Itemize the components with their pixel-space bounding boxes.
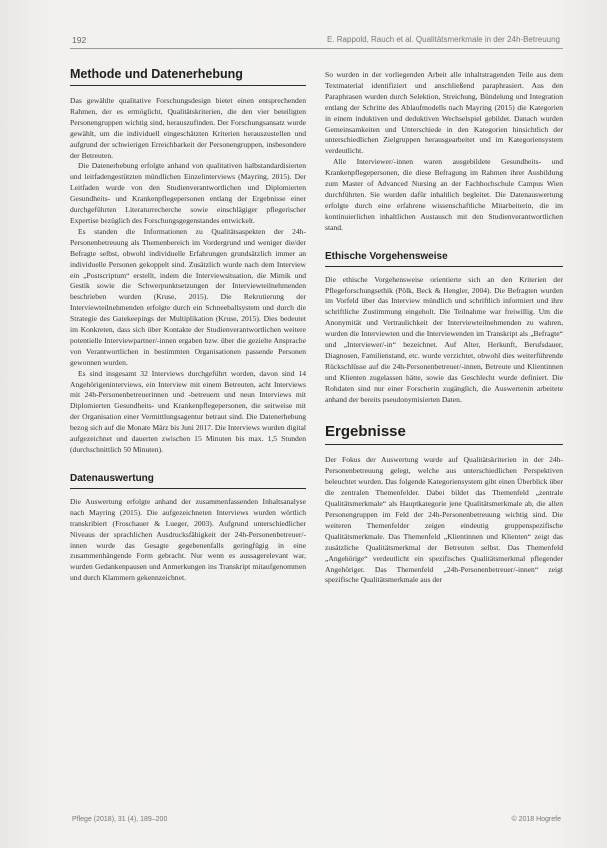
left-column [70, 66, 306, 584]
paragraph: Es sind insgesamt 32 Interviews durchgeführt worden, davon sind 14 Angehörigeninterviews, ein Interview mit einem Betreuten, acht Interviews mit 24h-Personenbetreuerinnen und -betreuern und neun Interviews mit Diplomierten Gesundheits- und Krankenpflegepersonen, die seitweise mit der Organisation einer Vermittlungsagentur betraut sind. Die Datenerhebung bezog sich auf die Monate März bis Juni 2017. Die Interviews wurden digital aufgezeichnet und dauerten zwischen 15 Minuten bis max. 1,5 Stunden (durchschnittlich 50 Minuten). [70, 368, 306, 454]
paragraph: So wurden in der vorliegenden Arbeit alle inhaltstragenden Teile aus dem Textmaterial identifiziert und anschließend paraphrasiert. Aus den Paraphrasen wurden durch Selektion, Streichung, Bündelung und Integration entlang der Schritte des Ablaufmodells nach Mayring (2015) die Kategorien in einem induktiven und deduktiven Wechselspiel gebildet. Danach wurden Gemeinsamkeiten und Unterschiede in den Kategorien hinsichtlich der unterschiedlichen Zielgruppen herausgearbeitet und im Kategoriensystem verdeutlicht. [325, 70, 563, 156]
paragraph: Die Datenerhebung erfolgte anhand von qualitativen halbstandardisierten und leitfadengestützten mündlichen Einzelinterviews (Mayring, 2015). Der Leitfaden wurde von den Studienverantwortlichen und Diplomierten Gesundheits- und Krankenpflegepersonen entlang der Ergebnisse einer durchgeführten Literaturrecherche sowie einschlägiger pflegerischer Expertise bezüglich des Forschungsgegenstandes entwickelt. [70, 161, 306, 225]
section-heading-methode: Methode und Datenerhebung [70, 67, 243, 81]
paragraph: Alle Interviewer/-innen waren ausgebildete Gesundheits- und Krankenpflegepersonen, die diese Befragung im Rahmen ihrer Ausbildung zum Master of Advanced Nursing an der Fachhochschule Campus Wien durchführten. Sie wurden dafür inhaltlich begleitet. Die Datenauswertung erfolgte durch eine erfahrene wissenschaftliche Mitarbeiterin, die im kontinuierlichen inhaltlichen Austausch mit den Studienverantwortlichen stand. [325, 157, 563, 232]
section-heading-datenauswertung: Datenauswertung [70, 472, 154, 484]
section-heading-ergebnisse: Ergebnisse [325, 423, 406, 441]
section-rule [325, 266, 563, 267]
paragraph: Die Auswertung erfolgte anhand der zusammenfassenden Inhaltsanalyse nach Mayring (2015). Die aufgezeichneten Interviews wurden wörtlich transkribiert (Froschauer & Lueger, 2003). Aufgrund unterschiedlicher Niveaus der sprachlichen Ausdrucksfähigkeit der 24h-Personenbetreuer/-innen wurde das Gesagte gegebenenfalls geringfügig in eine zusammenhängende Form gebracht. Nur wenn es aussagerelevant war, wurden Gedankenpausen und Anmerkungen ins Transkript mitaufgenommen und durch Klammern gekennzeichnet. [70, 496, 306, 583]
right-column [325, 70, 563, 586]
section-rule [325, 444, 563, 445]
header-rule [70, 48, 563, 49]
section-rule [70, 85, 306, 86]
paragraph: Die ethische Vorgehensweise orientierte sich an den Kriterien der Pflegeforschungsethik (Pölk, Beck & Hengler, 2004). Die Befragten wurden im Vorfeld über das Interview mündlich und schriftlich informiert und ihre schriftliche Zustimmung eingeholt. Die Teilnahme war freiwillig. Um die Anonymität und Vertraulichkeit der Interviewteilnehmenden zu wahren, wurden die Interviewten und die Interviewenden im Transkript als „Befragte“ und „Interviewer/-in“ bezeichnet. Auf Alter, Herkunft, Berufsdauer, Diagnosen, Familienstand, etc. wurde verzichtet, obwohl dies weiterführende Rückschlüsse auf die 24h-Personenbetreuer/-innen, Betreute und Klientinnen und Klienten zugelassen hätte, sowie das Geschlecht wurde definiert. Die Rohdaten sind nur einer Forscherin zugänglich, die Auswertenin arbeitete anhand der bereits pseudonymisierten Daten. [325, 274, 563, 404]
paragraph: Der Fokus der Auswertung wurde auf Qualitätskriterien in der 24h-Personenbetreuung gelegt, welche aus unterschiedlichen Perspektiven beleuchtet wurden. Das folgende Kategoriensystem gibt einen Überblick über die zentralen Themenfelder. Dabei bildet das Themenfeld „zentrale Qualitätsmerkmale“ als Hauptkategorie jene Qualitätsmerkmale ab, die allen Personengruppen im Feld der 24h-Personenbetreuung wichtig sind. Die weiteren Themenfelder zeigen eindeutig gruppenspezifische Qualitätsmerkmale. Das Themenfeld „Klientinnen und Klienten“ zeigt das zusätzliche Qualitätsmerkmal der Betreuten selbst. Das Themenfeld „Angehörige“ verdeutlicht ein spezifisches Qualitätsmerkmal pflegender Angehöriger. Das Themenfeld „24h-Personenbetreuer/-innen“ zeigt spezifische Qualitätsmerkmale aus der [325, 455, 563, 585]
paragraph: Das gewählte qualitative Forschungsdesign bietet einen entsprechenden Rahmen, der es ermöglicht, Qualitätskriterien, die den vier beteiligten Personengruppen wichtig sind, herauszufinden. Der Forschungsansatz wurde gewählt, um die individuell eingeschätzten Kriterien herauszustellen und aufgrund der schwierigen Erreichbarkeit der Personengruppen, insbesondere der Betreuten. [70, 96, 306, 160]
journal-citation: Pflege (2018), 31 (4), 189–200 [72, 816, 168, 823]
section-heading-ethik: Ethische Vorgehensweise [325, 250, 448, 262]
section-rule [70, 488, 306, 489]
page-number: 192 [72, 35, 87, 45]
paragraph: Es standen die Informationen zu Qualitätsaspekten der 24h-Personenbetreuung als Themenbereich im Vordergrund und weniger die/der Befragte selbst, obwohl individuelle Erfahrungen grundsätzlich immer an individuelle Personen gekoppelt sind. Zusätzlich wurde nach dem Interview ein „Postscriptum“ erstellt, indem die Interviewsituation, die Mimik und Gestik sowie die Schwerpunktsetzungen der Interviewteilnehmenden beschrieben wurden (Kruse, 2015). Die Rekrutierung der Interviewteilnehmenden erfolgte durch ein Schneeballsystem und durch die Strategie des Gatekeepings der Multiplikation (Kruse, 2015). Dies bedeutet im Konkreten, dass sich über Kontakte der Studienverantwortlichen weitere potentielle Interviewpartner/-innen ergaben bzw. über die gezielte Ansprache von Verantwortlichen in bestimmten Organisationen passende Personen gewonnen wurden. [70, 226, 306, 367]
running-title: E. Rappold, Rauch et al. Qualitätsmerkmale in der 24h-Betreuung [326, 35, 560, 44]
publisher: © 2018 Hogrefe [511, 816, 561, 823]
